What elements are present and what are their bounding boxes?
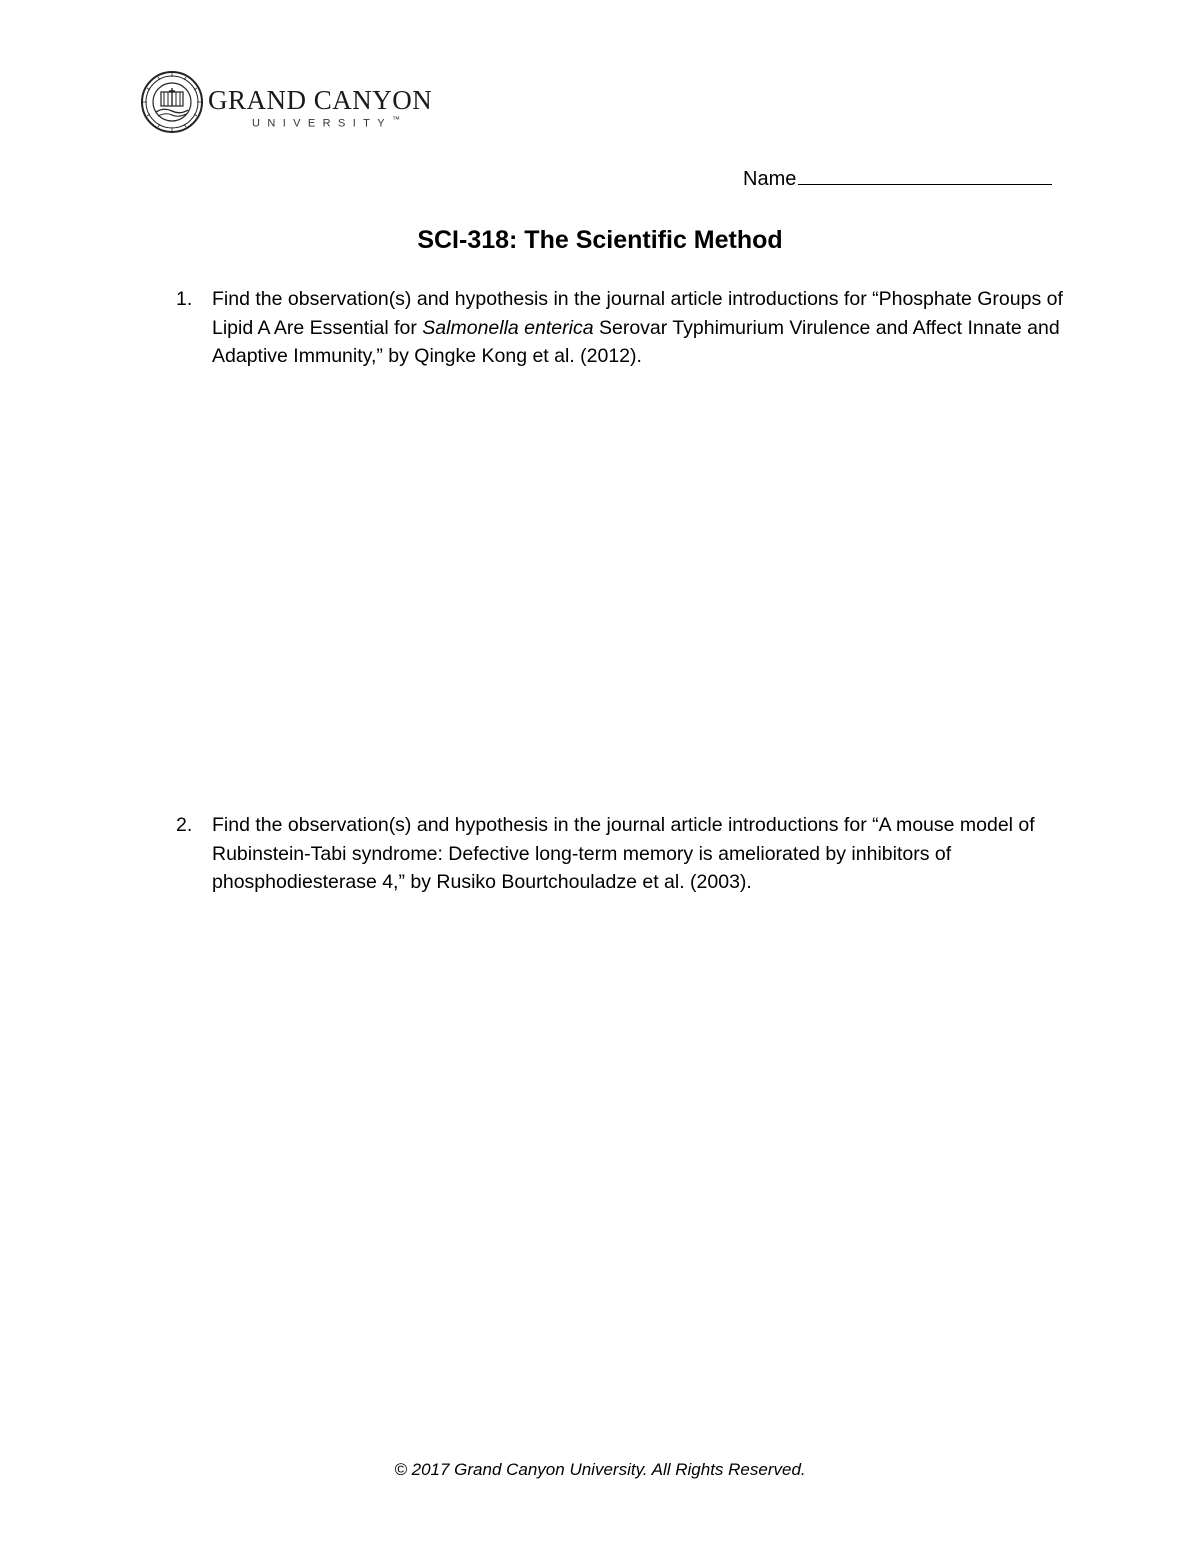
- logo-subtitle: UNIVERSITY: [252, 117, 393, 130]
- question-item: [176, 285, 1076, 371]
- trademark-symbol: ™: [392, 115, 401, 124]
- question-item: [176, 811, 1076, 897]
- question-text: Find the observation(s) and hypothesis in the journal article introductions for “A mouse model of Rubinstein-Tabi syndrome: Defective long-term memory is ameliorated by inhibitors of phosphodiesterase 4,” by Rusiko Bourtchouladze et al. (2003).: [212, 814, 1035, 893]
- question-number: 2.: [176, 814, 193, 836]
- name-label: Name: [743, 168, 797, 190]
- logo-wordmark: GRAND CANYON: [208, 85, 433, 115]
- question-text-part: Serovar Typhimurium Virulence and Affect Innate and Adaptive Immunity,” by Qingke Kong et al. (2012).: [212, 316, 1060, 367]
- university-seal-icon: [140, 70, 204, 134]
- question-number: 1.: [176, 288, 193, 310]
- question-text-part: Find the observation(s) and hypothesis in the journal article introductions for “Phosphate Groups of Lipid A Are Essential for: [212, 288, 1063, 339]
- copyright-footer: © 2017 Grand Canyon University. All Rights Reserved.: [394, 1460, 806, 1479]
- question-text: [212, 285, 1076, 371]
- name-blank-line[interactable]: [798, 166, 1052, 185]
- species-name: Salmonella enterica: [422, 316, 594, 339]
- name-field-row: [743, 166, 1052, 191]
- document-title: SCI-318: The Scientific Method: [417, 226, 783, 254]
- university-logo: [140, 70, 440, 134]
